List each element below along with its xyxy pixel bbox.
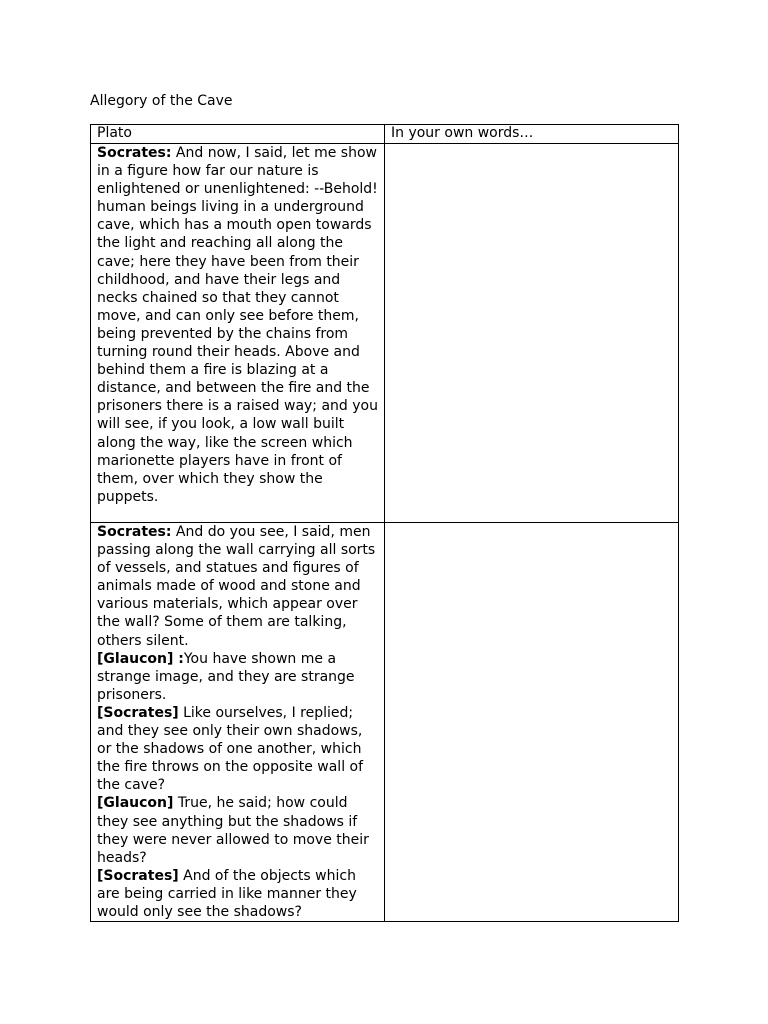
header-own-words: In your own words… — [385, 125, 679, 144]
passage — [97, 867, 378, 921]
speaker-label: [Glaucon] : — [97, 650, 184, 667]
passage-text: You have shown me a strange image, and they are strange prisoners. — [97, 650, 355, 703]
plato-passage-cell — [91, 523, 385, 922]
speaker-label: [Glaucon] — [97, 795, 174, 812]
passage — [97, 704, 378, 794]
passage-text: True, he said; how could they see anything but the shadows if they were never allowed to move their heads? — [97, 795, 369, 866]
passage-text: Like ourselves, I replied; and they see only their own shadows, or the shadows of one another, which the fire throws on the opposite wall of the cave? — [97, 704, 364, 794]
table-row — [91, 144, 679, 523]
passage-text: And now, I said, let me show in a figure how far our nature is enlightened or unenlightened: --Behold! human beings living in a underground cave, which has a mouth open towards the light and reaching all along the cave; here they have been from their childhood, and have their legs and necks chained so that they cannot move, and can only see before them, being prevented by the chains from turning round their heads. Above and behind them a fire is blazing at a distance, and between the fire and the prisoners there is a raised way; and you will see, if you look, a low wall built along the way, like the screen which marionette players have in front of them, over which they show the puppets. — [97, 145, 378, 505]
plato-passage-cell — [91, 144, 385, 523]
own-words-cell[interactable] — [385, 144, 679, 523]
speaker-label: [Socrates] — [97, 867, 179, 884]
passage-text: And of the objects which are being carried in like manner they would only see the shadows? — [97, 867, 357, 920]
speaker-label: Socrates: — [97, 145, 172, 161]
allegory-table — [90, 124, 679, 922]
passage — [97, 523, 378, 650]
speaker-label: [Socrates] — [97, 704, 179, 721]
document-title: Allegory of the Cave — [90, 93, 233, 109]
passage — [97, 650, 378, 704]
passage — [97, 794, 378, 866]
own-words-cell[interactable] — [385, 523, 679, 922]
header-plato: Plato — [91, 125, 385, 144]
speaker-label: Socrates: — [97, 524, 172, 540]
passage — [97, 144, 378, 506]
passage-text: And do you see, I said, men passing along the wall carrying all sorts of vessels, and statues and figures of animals made of wood and stone and various materials, which appear over the wall? Some of them are talking, others silent. — [97, 524, 376, 649]
table-row — [91, 523, 679, 922]
table-header-row — [91, 125, 679, 144]
